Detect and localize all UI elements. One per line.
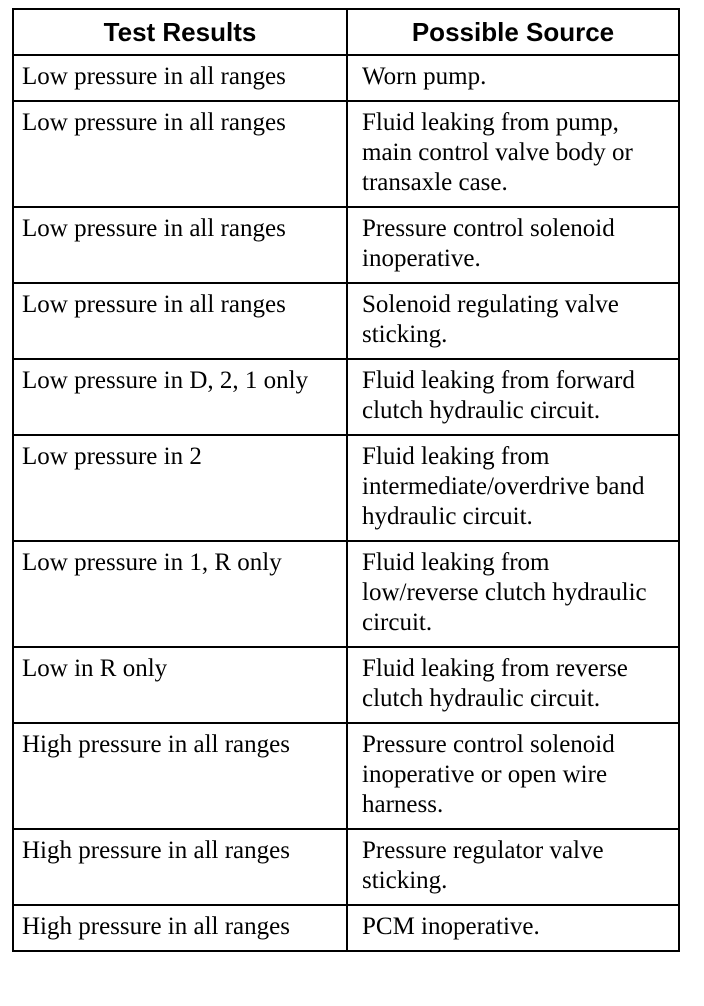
possible-source-cell: Fluid leaking from pump, main control valve body or transaxle case. (347, 101, 679, 207)
test-result-cell: Low pressure in all ranges (13, 283, 347, 359)
test-result-cell: Low pressure in D, 2, 1 only (13, 359, 347, 435)
table-header-row (13, 9, 679, 55)
test-result-cell: Low pressure in all ranges (13, 55, 347, 101)
test-result-cell: Low in R only (13, 647, 347, 723)
table-row (13, 283, 679, 359)
table-row (13, 905, 679, 951)
possible-source-cell: Fluid leaking from reverse clutch hydraulic circuit. (347, 647, 679, 723)
table-row (13, 359, 679, 435)
possible-source-cell: Fluid leaking from intermediate/overdrive band hydraulic circuit. (347, 435, 679, 541)
table-row (13, 101, 679, 207)
table-row (13, 829, 679, 905)
test-result-cell: High pressure in all ranges (13, 905, 347, 951)
possible-source-cell: Pressure regulator valve sticking. (347, 829, 679, 905)
header-possible-source: Possible Source (347, 9, 679, 55)
test-result-cell: Low pressure in all ranges (13, 101, 347, 207)
possible-source-cell: Pressure control solenoid inoperative. (347, 207, 679, 283)
possible-source-cell: Pressure control solenoid inoperative or open wire harness. (347, 723, 679, 829)
table-row (13, 207, 679, 283)
table-row (13, 541, 679, 647)
test-result-cell: Low pressure in 1, R only (13, 541, 347, 647)
test-result-cell: Low pressure in all ranges (13, 207, 347, 283)
possible-source-cell: PCM inoperative. (347, 905, 679, 951)
test-result-cell: Low pressure in 2 (13, 435, 347, 541)
possible-source-cell: Fluid leaking from low/reverse clutch hydraulic circuit. (347, 541, 679, 647)
test-result-cell: High pressure in all ranges (13, 723, 347, 829)
possible-source-cell: Solenoid regulating valve sticking. (347, 283, 679, 359)
header-test-results: Test Results (13, 9, 347, 55)
possible-source-cell: Fluid leaking from forward clutch hydraulic circuit. (347, 359, 679, 435)
possible-source-cell: Worn pump. (347, 55, 679, 101)
test-result-cell: High pressure in all ranges (13, 829, 347, 905)
table-row (13, 435, 679, 541)
table-row (13, 55, 679, 101)
diagnosis-table (12, 8, 680, 952)
table-row (13, 723, 679, 829)
table-row (13, 647, 679, 723)
